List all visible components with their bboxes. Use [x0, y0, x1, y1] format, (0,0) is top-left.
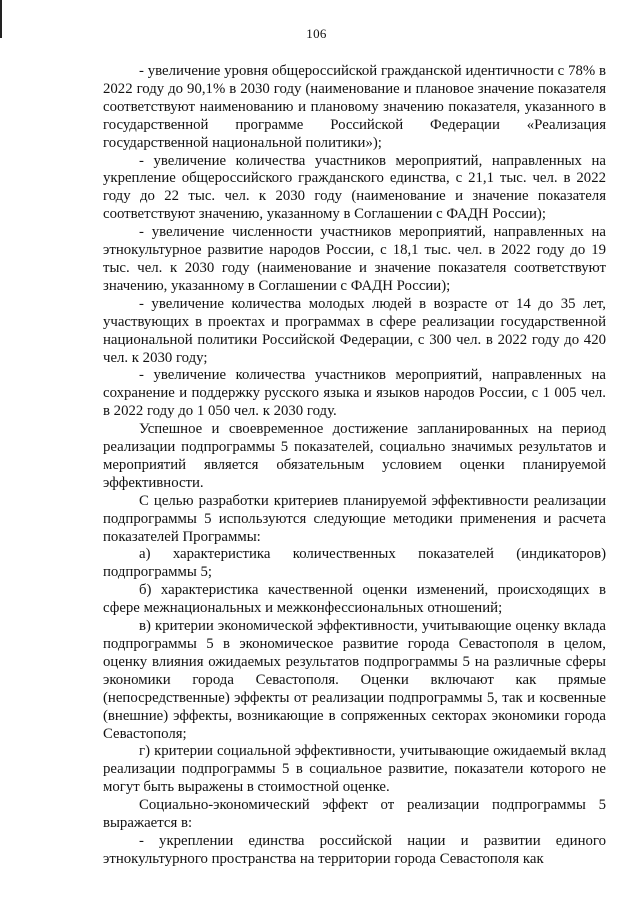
paragraph-effect-unity: - укреплении единства российской нации и развитии единого этнокультурного пространства на территории города Севастополя как: [103, 832, 606, 867]
paragraph-ethnocultural-participants: - увеличение численности участников мероприятий, направленных на этнокультурное развитие народов России, с 18,1 тыс. чел. в 2022 году до 19 тыс. чел. к 2030 году (наименование и значение показателя соответствуют значению, указанному в Соглашении с ФАДН России);: [103, 224, 606, 294]
document-body: [103, 63, 606, 869]
paragraph-criterion-a: а) характеристика количественных показателей (индикаторов) подпрограммы 5;: [103, 546, 606, 581]
page-number: 106: [306, 26, 327, 41]
paragraph-criterion-b: б) характеристика качественной оценки изменений, происходящих в сфере межнациональных и межконфессиональных отношений;: [103, 582, 606, 617]
paragraph-criterion-g: г) критерии социальной эффективности, учитывающие ожидаемый вклад реализации подпрограммы 5 в социальное развитие, показатели которого не могут быть выражены в стоимостной оценке.: [103, 743, 606, 796]
paragraph-effect-intro: Социально-экономический эффект от реализации подпрограммы 5 выражается в:: [103, 797, 606, 832]
paragraph-criteria-intro: С целью разработки критериев планируемой эффективности реализации подпрограммы 5 используются следующие методики применения и расчета показателей Программы:: [103, 492, 606, 545]
paragraph-identity-indicator: - увеличение уровня общероссийской гражданской идентичности с 78% в 2022 году до 90,1% в 2030 году (наименование и плановое значение показателя соответствуют наименованию и плановому значению показателя, указанного в государственной программе Российской Федерации «Реализация государственной национальной политики»);: [103, 63, 606, 151]
paragraph-achievement-condition: Успешное и своевременное достижение запланированных на период реализации подпрограммы 5 показателей, социально значимых результатов и мероприятий является обязательным условием оценки планируемой эффективности.: [103, 421, 606, 491]
paragraph-criterion-v: в) критерии экономической эффективности, учитывающие оценку вклада подпрограммы 5 в экономическое развитие города Севастополя в целом, оценку влияния ожидаемых результатов подпрограммы 5 на различные сферы экономики города Севастополя. Оценки включают как прямые (непосредственные) эффекты от реализации подпрограммы 5, так и косвенные (внешние) эффекты, возникающие в сопряженных секторах экономики города Севастополя;: [103, 618, 606, 742]
paragraph-youth-participants: - увеличение количества молодых людей в возрасте от 14 до 35 лет, участвующих в проектах и программах в сфере реализации государственной национальной политики Российской Федерации, с 300 чел. в 2022 году до 420 чел. к 2030 году;: [103, 295, 606, 366]
paragraph-language-participants: - увеличение количества участников мероприятий, направленных на сохранение и поддержку русского языка и языков народов России, с 1 005 чел. в 2022 году до 1 050 чел. к 2030 году.: [103, 367, 606, 420]
paragraph-civic-unity-participants: - увеличение количества участников мероприятий, направленных на укрепление общероссийского гражданского единства, с 21,1 тыс. чел. в 2022 году до 22 тыс. чел. к 2030 году (наименование и значение показателя соответствуют значению, указанному в Соглашении с ФАДН России);: [103, 152, 606, 223]
